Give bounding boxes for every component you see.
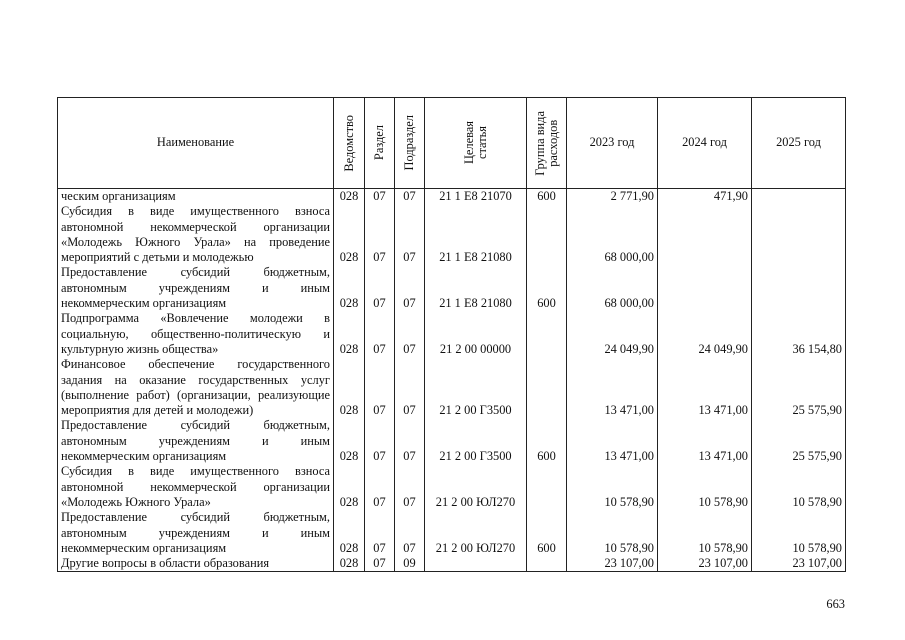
cell-section: 07 <box>365 357 395 418</box>
cell-article: 21 2 00 ЮЛ270 <box>425 464 527 510</box>
header-2024: 2024 год <box>658 98 752 189</box>
cell-2024: 23 107,00 <box>658 556 752 572</box>
cell-expense-group: 600 <box>527 265 567 311</box>
cell-expense-group <box>527 311 567 357</box>
cell-subsection: 07 <box>395 357 425 418</box>
cell-expense-group <box>527 556 567 572</box>
cell-article: 21 1 E8 21070 <box>425 189 527 205</box>
cell-name: Предоставление субсидий бюджетным, автономным учреждениям и иным некоммерческим организациям <box>58 418 334 464</box>
cell-2024 <box>658 204 752 265</box>
header-2025: 2025 год <box>752 98 846 189</box>
header-subsection-label: Подраздел <box>402 115 416 171</box>
cell-dept: 028 <box>334 204 365 265</box>
table-row <box>58 510 846 556</box>
header-target-article <box>425 98 527 189</box>
cell-expense-group <box>527 357 567 418</box>
cell-2023: 13 471,00 <box>567 357 658 418</box>
cell-2023: 13 471,00 <box>567 418 658 464</box>
cell-name: Финансовое обеспечение государственного задания на оказание государственных услуг (выполнение работ) (организации, реализующие мероприятия для детей и молодежи) <box>58 357 334 418</box>
cell-article: 21 1 E8 21080 <box>425 204 527 265</box>
cell-2023: 10 578,90 <box>567 510 658 556</box>
cell-dept: 028 <box>334 464 365 510</box>
header-section-label: Раздел <box>372 125 386 161</box>
cell-2023: 10 578,90 <box>567 464 658 510</box>
cell-name: Субсидия в виде имущественного взноса автономной некоммерческой организации «Молодежь Южного Урала» на проведение мероприятий с детьми и молодежью <box>58 204 334 265</box>
header-expense-group-label: Группа вида расходов <box>532 110 560 176</box>
cell-2024: 10 578,90 <box>658 464 752 510</box>
cell-article: 21 2 00 Г3500 <box>425 418 527 464</box>
cell-section: 07 <box>365 204 395 265</box>
header-2023: 2023 год <box>567 98 658 189</box>
cell-dept: 028 <box>334 311 365 357</box>
header-subsection <box>395 98 425 189</box>
cell-article: 21 2 00 Г3500 <box>425 357 527 418</box>
header-dept <box>334 98 365 189</box>
table-row <box>58 418 846 464</box>
header-dept-label: Ведомство <box>341 114 356 172</box>
cell-section: 07 <box>365 556 395 572</box>
header-target-article-label: Целевая статья <box>461 121 489 165</box>
cell-section: 07 <box>365 464 395 510</box>
cell-2025: 23 107,00 <box>752 556 846 572</box>
cell-2023: 2 771,90 <box>567 189 658 205</box>
table-row <box>58 311 846 357</box>
cell-2023: 68 000,00 <box>567 265 658 311</box>
cell-name: Другие вопросы в области образования <box>58 556 334 572</box>
cell-2024: 24 049,90 <box>658 311 752 357</box>
cell-2024: 10 578,90 <box>658 510 752 556</box>
cell-expense-group: 600 <box>527 189 567 205</box>
cell-2025: 25 575,90 <box>752 357 846 418</box>
cell-section: 07 <box>365 418 395 464</box>
header-row <box>58 98 846 189</box>
table-row <box>58 204 846 265</box>
cell-dept: 028 <box>334 357 365 418</box>
cell-2025: 10 578,90 <box>752 510 846 556</box>
cell-subsection: 09 <box>395 556 425 572</box>
cell-dept: 028 <box>334 556 365 572</box>
cell-subsection: 07 <box>395 510 425 556</box>
cell-2024: 13 471,00 <box>658 418 752 464</box>
table-row <box>58 556 846 572</box>
cell-name: Субсидия в виде имущественного взноса автономной некоммерческой организации «Молодежь Южного Урала» <box>58 464 334 510</box>
cell-dept: 028 <box>334 189 365 205</box>
cell-section: 07 <box>365 189 395 205</box>
cell-name: ческим организациям <box>58 189 334 205</box>
cell-article <box>425 556 527 572</box>
table-row <box>58 189 846 205</box>
cell-name: Предоставление субсидий бюджетным, автономным учреждениям и иным некоммерческим организациям <box>58 265 334 311</box>
page-number: 663 <box>826 597 845 611</box>
header-expense-group <box>527 98 567 189</box>
cell-2023: 23 107,00 <box>567 556 658 572</box>
cell-2024: 471,90 <box>658 189 752 205</box>
cell-section: 07 <box>365 311 395 357</box>
cell-subsection: 07 <box>395 265 425 311</box>
cell-2025 <box>752 189 846 205</box>
table-row <box>58 464 846 510</box>
cell-article: 21 1 E8 21080 <box>425 265 527 311</box>
cell-subsection: 07 <box>395 311 425 357</box>
cell-2025: 25 575,90 <box>752 418 846 464</box>
cell-2024: 13 471,00 <box>658 357 752 418</box>
table-row <box>58 357 846 418</box>
cell-2023: 68 000,00 <box>567 204 658 265</box>
cell-expense-group <box>527 204 567 265</box>
cell-dept: 028 <box>334 510 365 556</box>
cell-section: 07 <box>365 265 395 311</box>
header-name: Наименование <box>58 98 334 189</box>
cell-expense-group: 600 <box>527 510 567 556</box>
cell-2025 <box>752 204 846 265</box>
cell-name: Предоставление субсидий бюджетным, автономным учреждениям и иным некоммерческим организациям <box>58 510 334 556</box>
cell-expense-group <box>527 464 567 510</box>
cell-2024 <box>658 265 752 311</box>
cell-article: 21 2 00 00000 <box>425 311 527 357</box>
cell-subsection: 07 <box>395 464 425 510</box>
cell-2025: 10 578,90 <box>752 464 846 510</box>
cell-dept: 028 <box>334 265 365 311</box>
cell-2023: 24 049,90 <box>567 311 658 357</box>
cell-2025 <box>752 265 846 311</box>
cell-expense-group: 600 <box>527 418 567 464</box>
cell-2025: 36 154,80 <box>752 311 846 357</box>
table-row <box>58 265 846 311</box>
cell-name: Подпрограмма «Вовлечение молодежи в социальную, общественно-политическую и культурную жизнь общества» <box>58 311 334 357</box>
header-section <box>365 98 395 189</box>
cell-article: 21 2 00 ЮЛ270 <box>425 510 527 556</box>
cell-subsection: 07 <box>395 204 425 265</box>
cell-dept: 028 <box>334 418 365 464</box>
table-body <box>58 189 846 572</box>
cell-subsection: 07 <box>395 418 425 464</box>
cell-section: 07 <box>365 510 395 556</box>
budget-table <box>57 97 846 572</box>
cell-subsection: 07 <box>395 189 425 205</box>
